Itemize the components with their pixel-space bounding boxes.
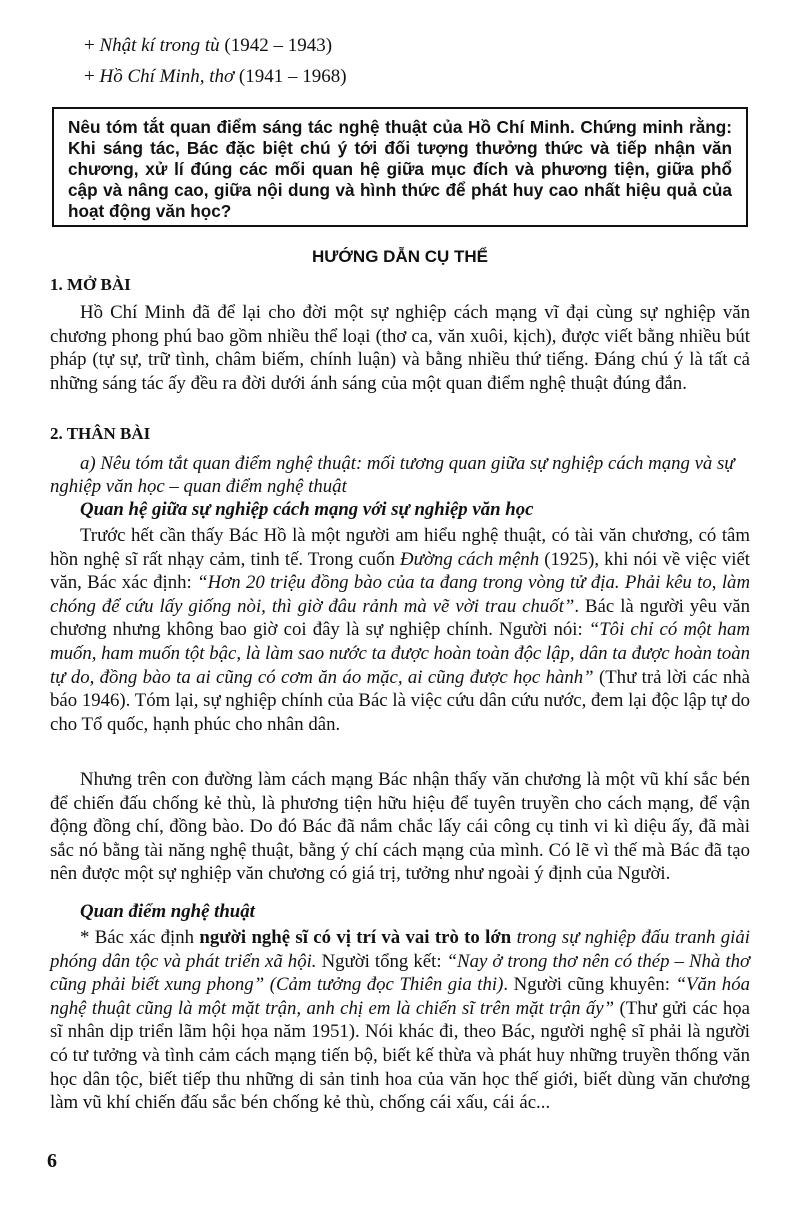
works-list [84, 30, 347, 92]
paragraph-art-knowledge: Trước hết cần thấy Bác Hồ là một người am hiểu nghệ thuật, có tài văn chương, có tâm hồn nghệ sĩ rất nhạy cảm, tinh tế. Trong cuốn Đường cách mệnh (1925), khi nói về việc viết văn, Bác xác định: “Hơn 20 triệu đồng bào của ta đang trong vòng tử địa. Phải kêu to, làm chóng để cứu lấy giống nòi, thì giờ đâu rảnh mà vẽ vời trau chuốt”. Bác là người yêu văn chương nhưng không bao giờ coi đây là sự nghiệp chính. Người nói: “Tôi chỉ có một ham muốn, ham muốn tột bậc, là làm sao nước ta được hoàn toàn độc lập, dân ta được hoàn toàn tự do, đồng bào ta ai cũng có cơm ăn áo mặc, ai cũng được học hành” (Thư trả lời các nhà báo 1946). Tóm lại, sự nghiệp chính của Bác là việc cứu dân cứu nước, đem lại độc lập tự do cho Tổ quốc, hạnh phúc cho nhân dân. [50, 525, 751, 735]
subsection-a-heading: a) Nêu tóm tắt quan điểm nghệ thuật: mối tương quan giữa sự nghiệp cách mạng và sự nghiệp văn học – quan điểm nghệ thuật [50, 453, 735, 497]
subheading-art-viewpoint: Quan điểm nghệ thuật [80, 901, 255, 922]
works-list-item: + Hồ Chí Minh, thơ (1941 – 1968) [84, 66, 347, 87]
subheading-revolution-literature: Quan hệ giữa sự nghiệp cách mạng với sự nghiệp văn học [80, 499, 534, 520]
intro-paragraph: Hồ Chí Minh đã để lại cho đời một sự nghiệp cách mạng vĩ đại cùng sự nghiệp văn chương phong phú bao gồm nhiều thể loại (thơ ca, văn xuôi, kịch), được viết bằng nhiều bút pháp (tự sự, trữ tình, châm biếm, chính luận) và bằng nhiều thứ tiếng. Đáng chú ý là tất cả những sáng tác ấy đều ra đời dưới ánh sáng của một quan điểm nghệ thuật đúng đắn. [50, 302, 750, 394]
page-number: 6 [47, 1150, 57, 1172]
paragraph-literature-weapon: Nhưng trên con đường làm cách mạng Bác nhận thấy văn chương là một vũ khí sắc bén để chiến đấu chống kẻ thù, là phương tiện hữu hiệu để tuyên truyền cho cách mạng, để vận động đồng chí, đồng bào. Do đó Bác đã nắm chắc lấy cái công cụ tinh vi kì diệu ấy, đã mài sắc nó bằng tài năng nghệ thuật, bằng ý chí cách mạng của mình. Có lẽ vì thế mà Bác đã tạo nên được một sự nghiệp văn chương có giá trị, tưởng như ngoài ý định của Người. [50, 769, 750, 885]
section-heading-body: 2. THÂN BÀI [50, 424, 151, 443]
question-box: Nêu tóm tắt quan điểm sáng tác nghệ thuật của Hồ Chí Minh. Chứng minh rằng: Khi sáng tác, Bác đặc biệt chú ý tới đối tượng thưởng thức và tiếp nhận văn chương, xử lí đúng các mối quan hệ giữa mục đích và phương tiện, giữa phổ cập và nâng cao, giữa nội dung và hình thức để phát huy cao nhất hiệu quả của hoạt động văn học? [52, 107, 748, 227]
paragraph-artist-role: * Bác xác định người nghệ sĩ có vị trí và vai trò to lớn trong sự nghiệp đấu tranh giải phóng dân tộc và phát triển xã hội. Người tổng kết: “Nay ở trong thơ nên có thép – Nhà thơ cũng phải biết xung phong” (Cảm tưởng đọc Thiên gia thi). Người cũng khuyên: “Văn hóa nghệ thuật cũng là một mặt trận, anh chị em là chiến sĩ trên mặt trận ấy” (Thư gửi các họa sĩ nhân dịp triển lãm hội họa năm 1951). Nói khác đi, theo Bác, người nghệ sĩ phải là người có tư tưởng và tình cảm cách mạng tiến bộ, biết kế thừa và phát huy những truyền thống văn học dân tộc, biết tiếp thu những di sản tinh hoa của văn học thế giới, biết dùng văn chương làm vũ khí chiến đấu sắc bén chống kẻ thù, chống cái xấu, cái ác... [50, 927, 751, 1114]
section-heading-intro: 1. MỞ BÀI [50, 275, 131, 294]
works-list-item: + Nhật kí trong tù (1942 – 1943) [84, 35, 333, 56]
guide-title: HƯỚNG DẪN CỤ THỂ [312, 247, 488, 266]
